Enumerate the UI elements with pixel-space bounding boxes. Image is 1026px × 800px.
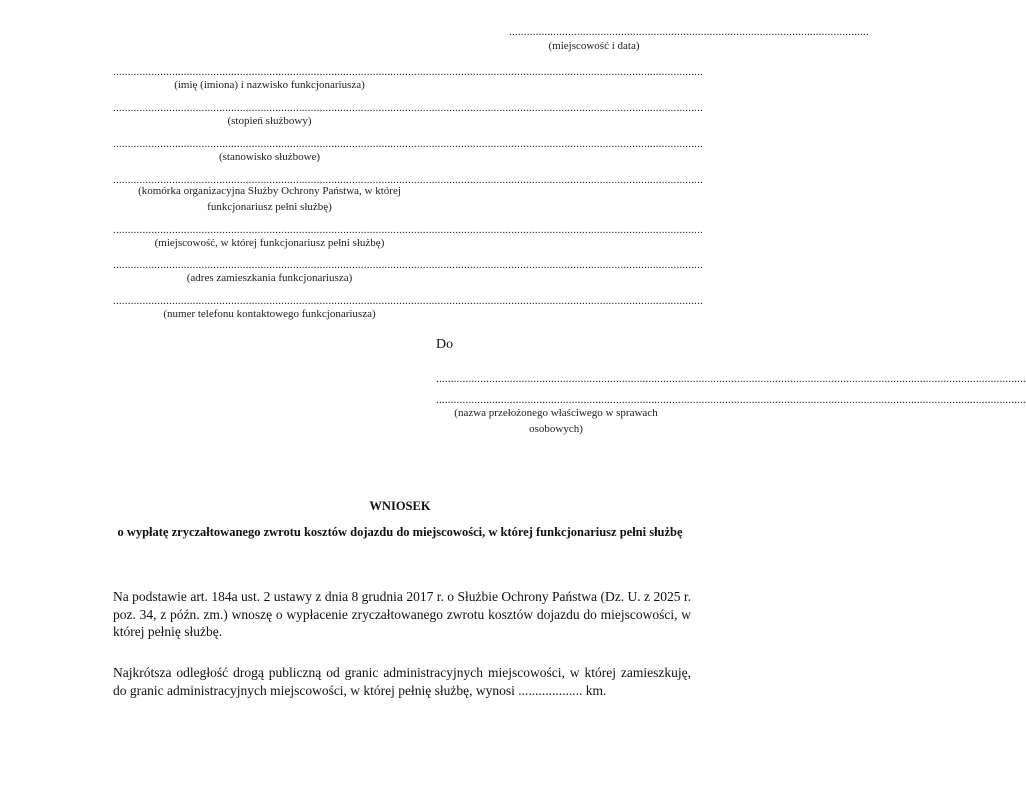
document-title: WNIOSEK — [369, 499, 431, 513]
officer-phone-dots[interactable]: ........................................................................................................................................................................................................ — [113, 295, 703, 307]
legal-basis-paragraph: Na podstawie art. 184a ust. 2 ustawy z dnia 8 grudnia 2017 r. o Służbie Ochrony Państwa (Dz. U. z 2025 r. poz. 34, z późn. zm.) wnoszę o wypłacenie zryczałtowanego zwrotu kosztów dojazdu do miejscowości, w której pełnię służbę. — [113, 589, 691, 639]
officer-phone-caption: (numer telefonu kontaktowego funkcjonariusza) — [163, 308, 376, 320]
officer-name-caption: (imię (imiona) i nazwisko funkcjonariusza) — [174, 79, 365, 91]
officer-unit-caption: (komórka organizacyjna Służby Ochrony Państwa, w której funkcjonariusz pełni służbę) — [138, 185, 401, 213]
officer-position-caption: (stanowisko służbowe) — [218, 151, 321, 163]
distance-paragraph: Najkrótsza odległość drogą publiczną od granic administracyjnych miejscowości, w której zamieszkuję, do granic administracyjnych miejscowości, w której pełnię służbę, wynosi ................... km. — [113, 665, 691, 698]
addressee-caption: (nazwa przełożonego właściwego w sprawach osobowych) — [454, 407, 658, 435]
date-place-dots[interactable]: .......................................................................................................................... — [509, 26, 869, 38]
officer-duty-place-dots[interactable]: ........................................................................................................................................................................................................ — [113, 224, 703, 236]
addressee-dots-1[interactable]: ........................................................................................................................................................................................................ — [436, 373, 1026, 385]
officer-address-dots[interactable]: ........................................................................................................................................................................................................ — [113, 259, 703, 271]
officer-rank-dots[interactable]: ........................................................................................................................................................................................................ — [113, 102, 703, 114]
officer-duty-place-caption: (miejscowość, w której funkcjonariusz pełni służbę) — [154, 237, 385, 249]
officer-unit-dots[interactable]: ........................................................................................................................................................................................................ — [113, 174, 703, 186]
officer-rank-caption: (stopień służbowy) — [227, 115, 312, 127]
officer-name-dots[interactable]: ........................................................................................................................................................................................................ — [113, 66, 703, 78]
document-subtitle: o wypłatę zryczałtowanego zwrotu kosztów dojazdu do miejscowości, w której funkcjonariusz pełni służbę — [117, 525, 683, 539]
date-place-caption: (miejscowość i data) — [548, 40, 640, 52]
officer-position-dots[interactable]: ........................................................................................................................................................................................................ — [113, 138, 703, 150]
addressee-dots-2[interactable]: ........................................................................................................................................................................................................ — [436, 394, 1026, 406]
addressee-label: Do — [436, 337, 454, 352]
officer-address-caption: (adres zamieszkania funkcjonariusza) — [186, 272, 353, 284]
